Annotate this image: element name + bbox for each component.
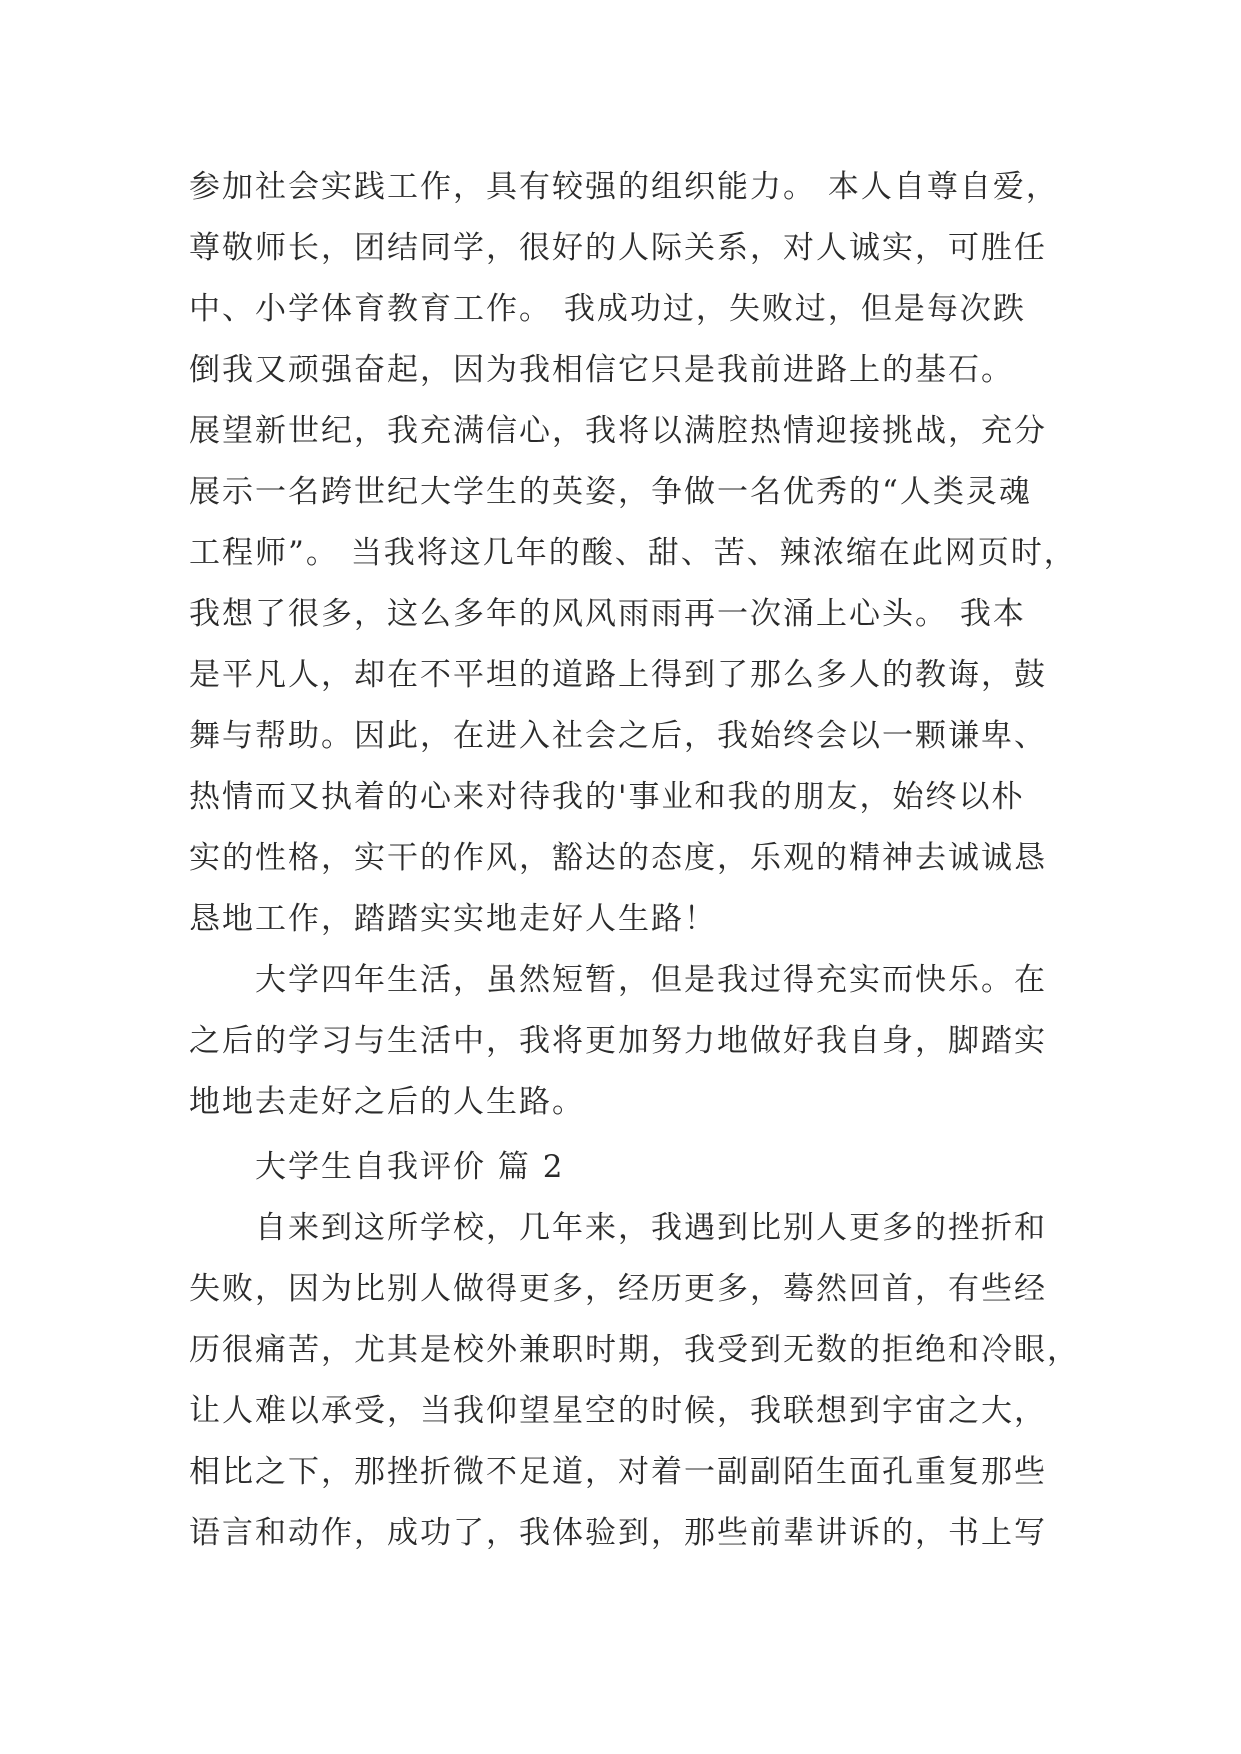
paragraph-1 (189, 157, 1077, 1133)
text-line: 地地去走好之后的人生路。 (189, 1084, 585, 1120)
text-line: 语言和动作，成功了，我体验到，那些前辈讲诉的，书上写 (189, 1515, 1047, 1551)
text-line: 展示一名跨世纪大学生的英姿，争做一名优秀的“人类灵魂 (189, 474, 1032, 510)
text-line: 让人难以承受，当我仰望星空的时候，我联想到宇宙之大， (189, 1393, 1047, 1429)
section-2 (189, 1137, 1080, 1564)
text-line: 失败，因为比别人做得更多，经历更多，蓦然回首，有些经 (189, 1271, 1047, 1307)
text-line: 恳地工作，踏踏实实地走好人生路！ (189, 901, 717, 937)
text-line: 历很痛苦，尤其是校外兼职时期，我受到无数的拒绝和冷眼， (189, 1332, 1080, 1368)
text-line: 实的性格，实干的作风，豁达的态度，乐观的精神去诚诚恳 (189, 840, 1047, 876)
section-heading: 大学生自我评价 篇 2 (255, 1149, 565, 1185)
text-line: 参加社会实践工作，具有较强的组织能力。 本人自尊自爱， (189, 169, 1059, 205)
text-line: 热情而又执着的心来对待我的'事业和我的朋友，始终以朴 (189, 779, 1025, 815)
text-line: 我想了很多，这么多年的风风雨雨再一次涌上心头。 我本 (189, 596, 1026, 632)
text-line: 之后的学习与生活中，我将更加努力地做好我自身，脚踏实 (189, 1023, 1047, 1059)
text-line: 相比之下，那挫折微不足道，对着一副副陌生面孔重复那些 (189, 1454, 1047, 1490)
text-line: 自来到这所学校，几年来，我遇到比别人更多的挫折和 (255, 1210, 1047, 1246)
text-line: 中、小学体育教育工作。 我成功过，失败过，但是每次跌 (189, 291, 1026, 327)
text-line: 工程师”。 当我将这几年的酸、甜、苦、辣浓缩在此网页时， (189, 535, 1077, 571)
text-line: 大学四年生活，虽然短暂，但是我过得充实而快乐。在 (255, 962, 1047, 998)
text-line: 倒我又顽强奋起，因为我相信它只是我前进路上的基石。 (189, 352, 1014, 388)
text-line: 是平凡人，却在不平坦的道路上得到了那么多人的教诲，鼓 (189, 657, 1047, 693)
text-line: 尊敬师长，团结同学，很好的人际关系，对人诚实，可胜任 (189, 230, 1047, 266)
text-line: 舞与帮助。因此，在进入社会之后，我始终会以一颗谦卑、 (189, 718, 1047, 754)
text-line: 展望新世纪，我充满信心，我将以满腔热情迎接挑战，充分 (189, 413, 1047, 449)
